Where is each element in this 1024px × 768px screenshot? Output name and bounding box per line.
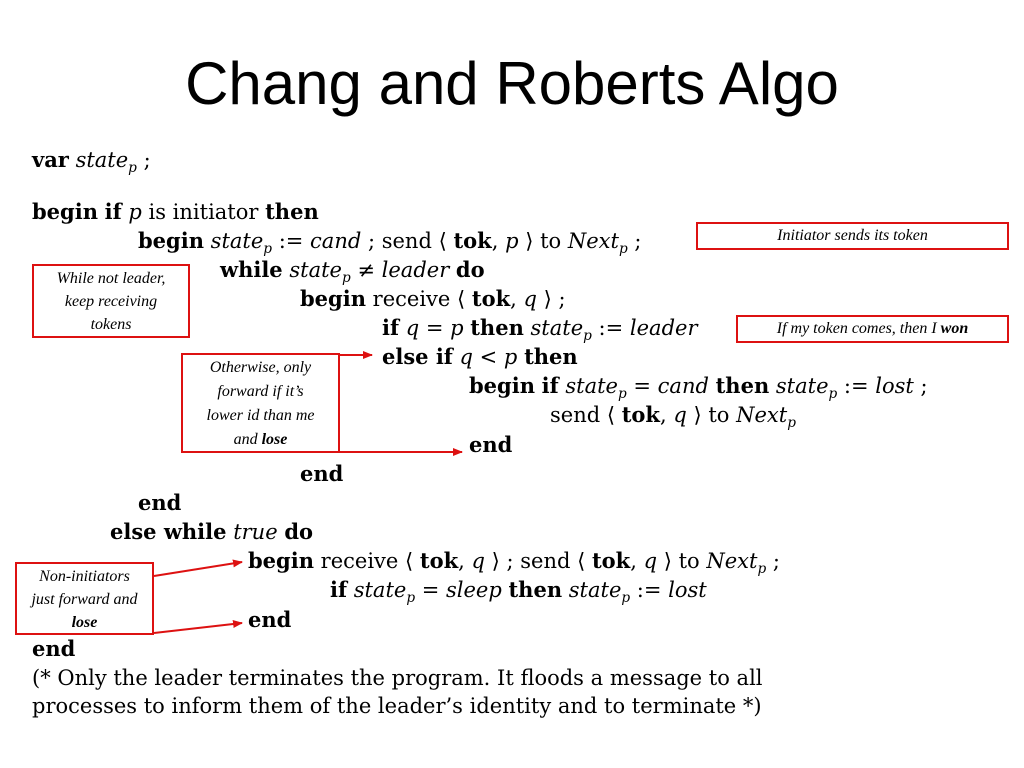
code-line-else-while: else while true do <box>110 519 314 544</box>
code-line-if-sleep: if state$_p$ = sleep then state$_p$ := lost <box>330 577 707 607</box>
code-line-send-next: send ⟨ tok, q ⟩ to Next$_p$ <box>550 402 796 432</box>
code-comment-line-2: processes to inform them of the leader’s identity and to terminate *) <box>32 694 762 718</box>
code-line-var: var state$_p$ ; <box>32 147 151 177</box>
slide-title: Chang and Roberts Algo <box>185 50 839 117</box>
annotation-non-initiators: Non-initiators just forward and lose <box>15 562 154 635</box>
code-line-end-else: end <box>248 607 292 632</box>
annotation-initiator: Initiator sends its token <box>696 222 1009 250</box>
annotation-otherwise: Otherwise, only forward if it’s lower id than me and lose <box>181 353 340 453</box>
annotation-my-token: If my token comes, then I won <box>736 315 1009 343</box>
code-comment-line-1: (* Only the leader terminates the program. It floods a message to all <box>32 666 763 690</box>
arrow-to-begin-receive <box>154 562 242 576</box>
code-line-begin-receive-send: begin receive ⟨ tok, q ⟩ ; send ⟨ tok, q ⟩ to Next$_p$ ; <box>248 548 780 578</box>
code-line-receive: begin receive ⟨ tok, q ⟩ ; <box>300 286 566 311</box>
code-line-begin-if: begin if p is initiator then <box>32 199 319 224</box>
code-line-if-leader: if q = p then state$_p$ := leader <box>382 315 698 345</box>
code-line-begin-if-cand: begin if state$_p$ = cand then state$_p$ := lost ; <box>469 373 928 403</box>
code-line-end-final: end <box>32 636 76 661</box>
code-line-end-inner: end <box>469 432 513 457</box>
code-line-end-while: end <box>300 461 344 486</box>
code-line-else-if: else if q < p then <box>382 344 578 369</box>
code-line-end-begin: end <box>138 490 182 515</box>
annotation-while-not-leader: While not leader, keep receiving tokens <box>32 264 190 338</box>
arrow-to-end-else <box>154 623 242 633</box>
code-line-while: while state$_p$ ≠ leader do <box>220 257 485 287</box>
code-line-begin-send: begin state$_p$ := cand ; send ⟨ tok, p ⟩ to Next$_p$ ; <box>138 228 642 258</box>
